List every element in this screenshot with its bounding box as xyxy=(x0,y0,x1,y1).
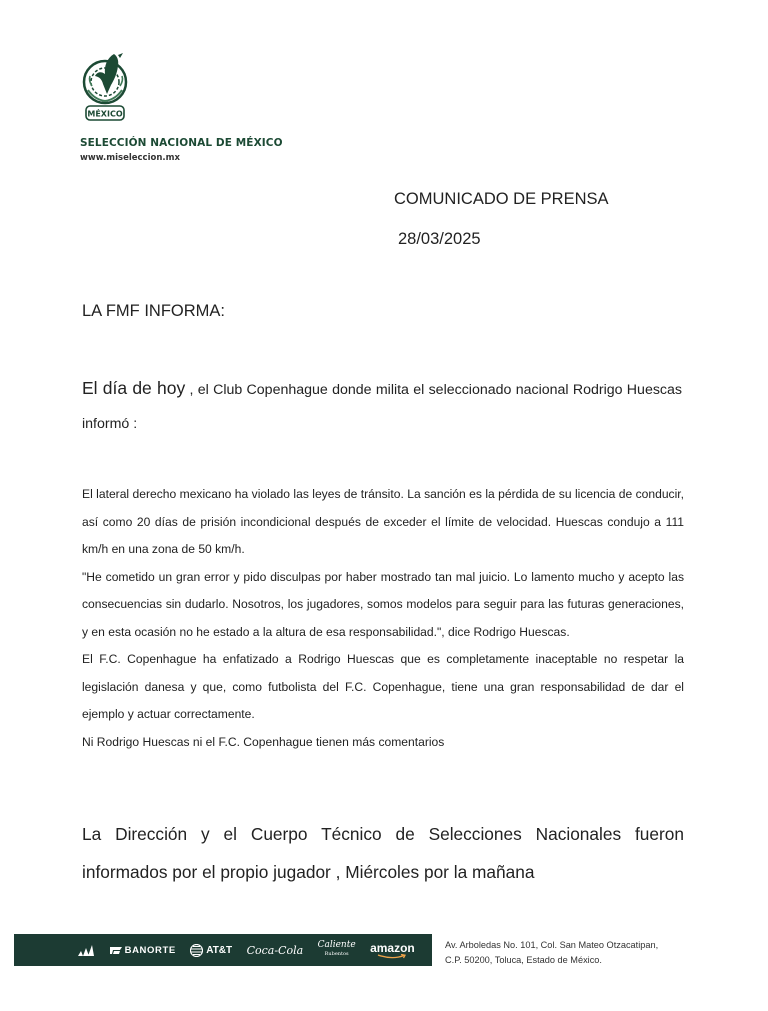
caliente-sublabel: Rubentos xyxy=(324,951,349,957)
address-line-2: C.P. 50200, Toluca, Estado de México. xyxy=(445,955,602,965)
statement-body xyxy=(82,481,684,756)
banorte-logo xyxy=(110,945,176,956)
org-name: SELECCIÓN NACIONAL DE MÉXICO xyxy=(80,137,283,149)
att-label: AT&T xyxy=(206,944,233,956)
amazon-smile-icon xyxy=(377,954,407,959)
closing-paragraph: La Dirección y el Cuerpo Técnico de Selecciones Nacionales fueron informados por el propio jugador , Miércoles por la mañana xyxy=(82,824,684,882)
adidas-logo-icon xyxy=(77,944,95,957)
website-url: www.miseleccion.mx xyxy=(80,153,180,163)
statement-paragraph: Ni Rodrigo Huescas ni el F.C. Copenhague tienen más comentarios xyxy=(82,734,445,749)
att-globe-icon xyxy=(190,944,203,957)
caliente-logo xyxy=(318,941,356,959)
federation-address xyxy=(445,938,658,968)
lead-paragraph xyxy=(82,371,682,441)
banorte-mark-icon xyxy=(110,946,122,955)
press-release-title: COMUNICADO DE PRENSA xyxy=(394,190,609,208)
amazon-label: amazon xyxy=(370,940,415,955)
statement-paragraph: El F.C. Copenhague ha enfatizado a Rodrigo Huescas que es completamente inaceptable no respetar la legislación danesa y que, como futbolista del F.C. Copenhague, tiene una gran responsabilidad de dar el ejemplo y actuar correctamente. xyxy=(82,652,684,721)
press-release-date: 28/03/2025 xyxy=(398,230,481,248)
coca-cola-logo: Coca-Cola xyxy=(246,943,304,957)
sponsor-bar xyxy=(14,934,432,966)
att-logo xyxy=(190,944,232,957)
amazon-logo xyxy=(370,942,415,959)
statement-paragraph: "He cometido un gran error y pido disculpas por haber mostrado tan mal juicio. Lo lamento mucho y acepto las consecuencias sin dudarlo. Nosotros, los jugadores, somos modelos para seguir para las futuras generaciones, y en esta ocasión no he estado a la altura de esa responsabilidad.", dice Rodrigo Huescas. xyxy=(82,569,684,639)
statement-paragraph: El lateral derecho mexicano ha violado las leyes de tránsito. La sanción es la pérdida de su licencia de conducir, así como 20 días de prisión incondicional después de exceder el límite de velocidad. Huescas condujo a 111 km/h en una zona de 50 km/h. xyxy=(82,487,684,556)
lead-opening: El día de hoy xyxy=(82,378,186,398)
lead-text: , el Club Copenhague donde milita el seleccionado nacional Rodrigo Huescas informó : xyxy=(82,382,683,432)
banorte-label: BANORTE xyxy=(124,944,176,956)
logo-label: MÉXICO xyxy=(87,109,123,119)
address-line-1: Av. Arboledas No. 101, Col. San Mateo Otzacatipan, xyxy=(445,940,659,950)
informa-heading: LA FMF INFORMA: xyxy=(82,302,226,320)
caliente-label: Caliente xyxy=(317,940,356,950)
mexico-federation-logo xyxy=(74,50,138,126)
